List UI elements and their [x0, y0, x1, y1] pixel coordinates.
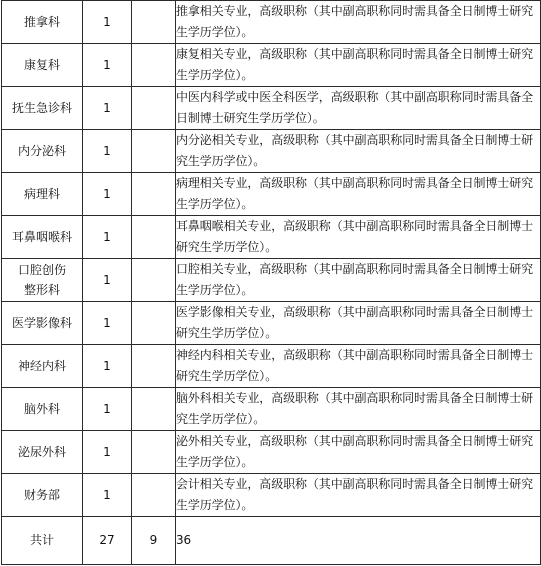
table-row — [2, 474, 541, 517]
total-row — [2, 517, 541, 565]
dept-name: 神经内科 — [17, 358, 66, 373]
dept-name: 耳鼻咽喉科 — [11, 229, 72, 244]
table-row — [2, 44, 541, 87]
table-row — [2, 302, 541, 345]
count-cell: 1 — [83, 173, 132, 216]
extra-cell — [132, 302, 176, 345]
recruitment-table — [1, 0, 541, 565]
count-cell: 1 — [83, 216, 132, 259]
dept-name: 抚生急诊科 — [11, 100, 72, 115]
dept-name: 病理科 — [23, 186, 60, 201]
requirement-cell: 脑外科相关专业，高级职称（其中副高职称同时需具备全日制博士研究生学历学位）。 — [176, 388, 541, 431]
extra-cell — [132, 259, 176, 302]
dept-cell — [2, 130, 83, 173]
table-row — [2, 87, 541, 130]
count-cell: 1 — [83, 1, 132, 44]
extra-cell — [132, 216, 176, 259]
dept-cell — [2, 431, 83, 474]
extra-cell — [132, 87, 176, 130]
requirement-cell: 康复相关专业，高级职称（其中副高职称同时需具备全日制博士研究生学历学位）。 — [176, 44, 541, 87]
total-count: 27 — [83, 517, 132, 565]
extra-cell — [132, 130, 176, 173]
requirement-cell: 推拿相关专业，高级职称（其中副高职称同时需具备全日制博士研究生学历学位）。 — [176, 1, 541, 44]
count-cell: 1 — [83, 431, 132, 474]
table-row — [2, 1, 541, 44]
requirement-cell: 病理相关专业，高级职称（其中副高职称同时需具备全日制博士研究生学历学位）。 — [176, 173, 541, 216]
table-row — [2, 173, 541, 216]
dept-name: 财务部 — [23, 487, 60, 502]
dept-name: 内分泌科 — [17, 143, 66, 158]
count-cell: 1 — [83, 388, 132, 431]
dept-cell — [2, 259, 83, 302]
extra-cell — [132, 431, 176, 474]
table-body — [2, 1, 541, 565]
extra-cell — [132, 388, 176, 431]
requirement-cell: 医学影像相关专业，高级职称（其中副高职称同时需具备全日制博士研究生学历学位）。 — [176, 302, 541, 345]
dept-cell — [2, 87, 83, 130]
dept-cell — [2, 345, 83, 388]
requirement-cell: 内分泌相关专业，高级职称（其中副高职称同时需具备全日制博士研究生学历学位）。 — [176, 130, 541, 173]
table-row — [2, 345, 541, 388]
table-row — [2, 388, 541, 431]
table-row — [2, 259, 541, 302]
dept-cell — [2, 1, 83, 44]
dept-cell — [2, 302, 83, 345]
total-requirement: 36 — [176, 517, 541, 565]
dept-cell — [2, 173, 83, 216]
count-cell: 1 — [83, 87, 132, 130]
count-cell: 1 — [83, 130, 132, 173]
dept-cell — [2, 216, 83, 259]
total-label: 共计 — [2, 517, 83, 565]
dept-name: 脑外科 — [23, 401, 60, 416]
extra-cell — [132, 474, 176, 517]
dept-name: 泌尿外科 — [17, 444, 66, 459]
dept-cell — [2, 44, 83, 87]
extra-cell — [132, 44, 176, 87]
dept-cell — [2, 474, 83, 517]
table-row — [2, 216, 541, 259]
requirement-cell: 中医内科学或中医全科医学，高级职称（其中副高职称同时需具备全日制博士研究生学历学位）。 — [176, 87, 541, 130]
dept-cell — [2, 388, 83, 431]
requirement-cell: 耳鼻咽喉相关专业，高级职称（其中副高职称同时需具备全日制博士研究生学历学位）。 — [176, 216, 541, 259]
extra-cell — [132, 345, 176, 388]
dept-name: 医学影像科 — [11, 315, 72, 330]
dept-name: 推拿科 — [23, 14, 60, 29]
extra-cell — [132, 173, 176, 216]
count-cell: 1 — [83, 474, 132, 517]
requirement-cell: 会计相关专业，高级职称（其中副高职称同时需具备全日制博士研究生学历学位）。 — [176, 474, 541, 517]
total-extra: 9 — [132, 517, 176, 565]
count-cell: 1 — [83, 302, 132, 345]
dept-name: 康复科 — [23, 57, 60, 72]
extra-cell — [132, 1, 176, 44]
requirement-cell: 神经内科相关专业，高级职称（其中副高职称同时需具备全日制博士研究生学历学位）。 — [176, 345, 541, 388]
count-cell: 1 — [83, 44, 132, 87]
requirement-cell: 口腔相关专业，高级职称（其中副高职称同时需具备全日制博士研究生学历学位）。 — [176, 259, 541, 302]
count-cell: 1 — [83, 259, 132, 302]
table-row — [2, 130, 541, 173]
requirement-cell: 泌外相关专业，高级职称（其中副高职称同时需具备全日制博士研究生学历学位）。 — [176, 431, 541, 474]
table-row — [2, 431, 541, 474]
dept-name: 口腔创伤整形科 — [17, 262, 66, 297]
count-cell: 1 — [83, 345, 132, 388]
